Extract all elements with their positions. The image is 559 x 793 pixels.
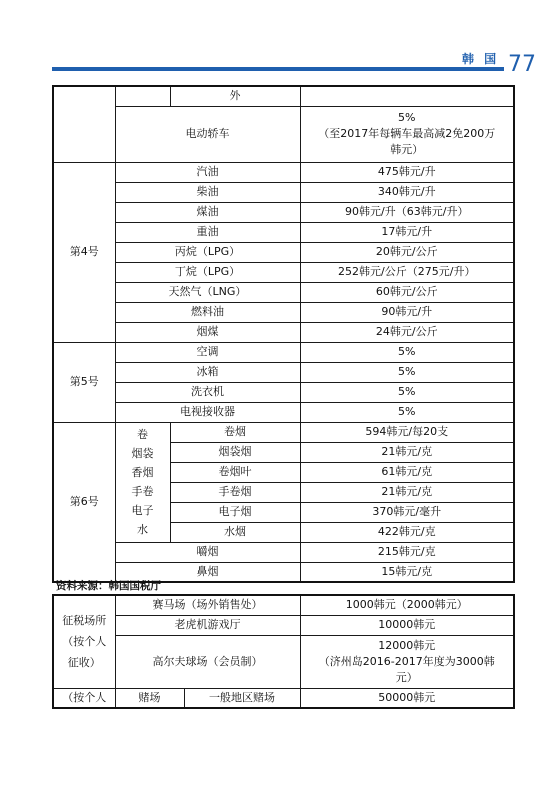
item-cell: 丁烷（LPG） (115, 262, 300, 282)
item-cell: 电视接收器 (115, 402, 300, 422)
rate-cell: 422韩元/克 (300, 522, 514, 542)
group-cell-prev (53, 86, 115, 162)
group-label-6: 第6号 (53, 422, 115, 582)
rate-cell-ev (300, 106, 514, 162)
item-cell: 高尔夫球场（会员制） (115, 635, 300, 688)
item-cell: 卷烟叶 (170, 462, 300, 482)
item-cell: 丙烷（LPG） (115, 242, 300, 262)
rate-cell: 61韩元/克 (300, 462, 514, 482)
group-label-line: 征收） (67, 656, 101, 670)
rate-line: 韩元） (390, 143, 424, 156)
item-cell: 嚼烟 (115, 542, 300, 562)
item-cell: 汽油 (115, 162, 300, 182)
category-label: 卷 (137, 428, 148, 441)
item-cell: 烟袋烟 (170, 442, 300, 462)
rate-line: （至2017年每辆车最高减2免200万 (318, 127, 496, 140)
rate-line: 5% (398, 111, 416, 124)
rate-cell: 90韩元/升 (300, 302, 514, 322)
source-note: 资料来源：韩国国税厅 (56, 580, 161, 592)
rate-cell: 594韩元/每20支 (300, 422, 514, 442)
rate-cell: 10000韩元 (300, 615, 514, 635)
item-cell: 电子烟 (170, 502, 300, 522)
rate-cell: 475韩元/升 (300, 162, 514, 182)
rate-cell: 5% (300, 382, 514, 402)
item-cell: 重油 (115, 222, 300, 242)
item-cell: 空调 (115, 342, 300, 362)
group-label-4: 第4号 (53, 162, 115, 342)
item-cell: 一般地区赌场 (184, 688, 300, 708)
group-cell: （按个人 (53, 688, 115, 708)
rate-cell: 24韩元/公斤 (300, 322, 514, 342)
group-label-line: 征税场所 (62, 614, 107, 628)
rate-cell (300, 635, 514, 688)
group-label-line: （按个人 (62, 635, 107, 649)
item-cell: 老虎机游戏厅 (115, 615, 300, 635)
rate-cell: 1000韩元（2000韩元） (300, 595, 514, 615)
category-label: 香烟 (131, 466, 154, 479)
category-label: 水 (137, 523, 148, 536)
rate-cell: 5% (300, 402, 514, 422)
rate-cell: 340韩元/升 (300, 182, 514, 202)
item-cell: 鼻烟 (115, 562, 300, 582)
rate-cell: 21韩元/克 (300, 482, 514, 502)
rate-cell: 5% (300, 342, 514, 362)
item-cell-ev: 电动轿车 (115, 106, 300, 162)
rate-cell: 252韩元/公斤（275元/升） (300, 262, 514, 282)
sub-cell-blank (115, 86, 170, 106)
tax-rate-table (52, 85, 515, 583)
page-number: 77 (508, 52, 536, 77)
rate-line: 12000韩元 (378, 638, 436, 652)
header-rule (52, 67, 504, 71)
item-cell: 柴油 (115, 182, 300, 202)
item-cell: 天然气（LNG） (115, 282, 300, 302)
venue-group-label (53, 595, 115, 688)
rate-cell: 20韩元/公斤 (300, 242, 514, 262)
item-cell: 水烟 (170, 522, 300, 542)
rate-cell: 21韩元/克 (300, 442, 514, 462)
item-cell: 烟煤 (115, 322, 300, 342)
item-cell: 手卷烟 (170, 482, 300, 502)
tobacco-category-labels (115, 422, 170, 542)
venue-tax-table (52, 594, 515, 709)
header-country: 韩 国 (462, 52, 500, 66)
rate-cell: 50000韩元 (300, 688, 514, 708)
rate-cell: 17韩元/升 (300, 222, 514, 242)
category-label: 手卷 (131, 485, 154, 498)
rate-cell: 5% (300, 362, 514, 382)
item-cell: 赛马场（场外销售处） (115, 595, 300, 615)
rate-cell: 370韩元/毫升 (300, 502, 514, 522)
rate-cell (300, 86, 514, 106)
item-cell: 冰箱 (115, 362, 300, 382)
category-label: 烟袋 (131, 447, 154, 460)
rate-cell: 215韩元/克 (300, 542, 514, 562)
item-cell: 燃料油 (115, 302, 300, 322)
rate-cell: 90韩元/升（63韩元/升） (300, 202, 514, 222)
item-cell: 洗衣机 (115, 382, 300, 402)
rate-line: 元） (395, 670, 418, 684)
item-cell: 煤油 (115, 202, 300, 222)
group-label-5: 第5号 (53, 342, 115, 422)
rate-cell: 60韩元/公斤 (300, 282, 514, 302)
sub-cell: 赌场 (115, 688, 184, 708)
category-label: 电子 (131, 504, 154, 517)
rate-cell: 15韩元/克 (300, 562, 514, 582)
rate-line: （济州岛2016-2017年度为3000韩 (318, 654, 495, 668)
item-cell: 外 (170, 86, 300, 106)
item-cell: 卷烟 (170, 422, 300, 442)
